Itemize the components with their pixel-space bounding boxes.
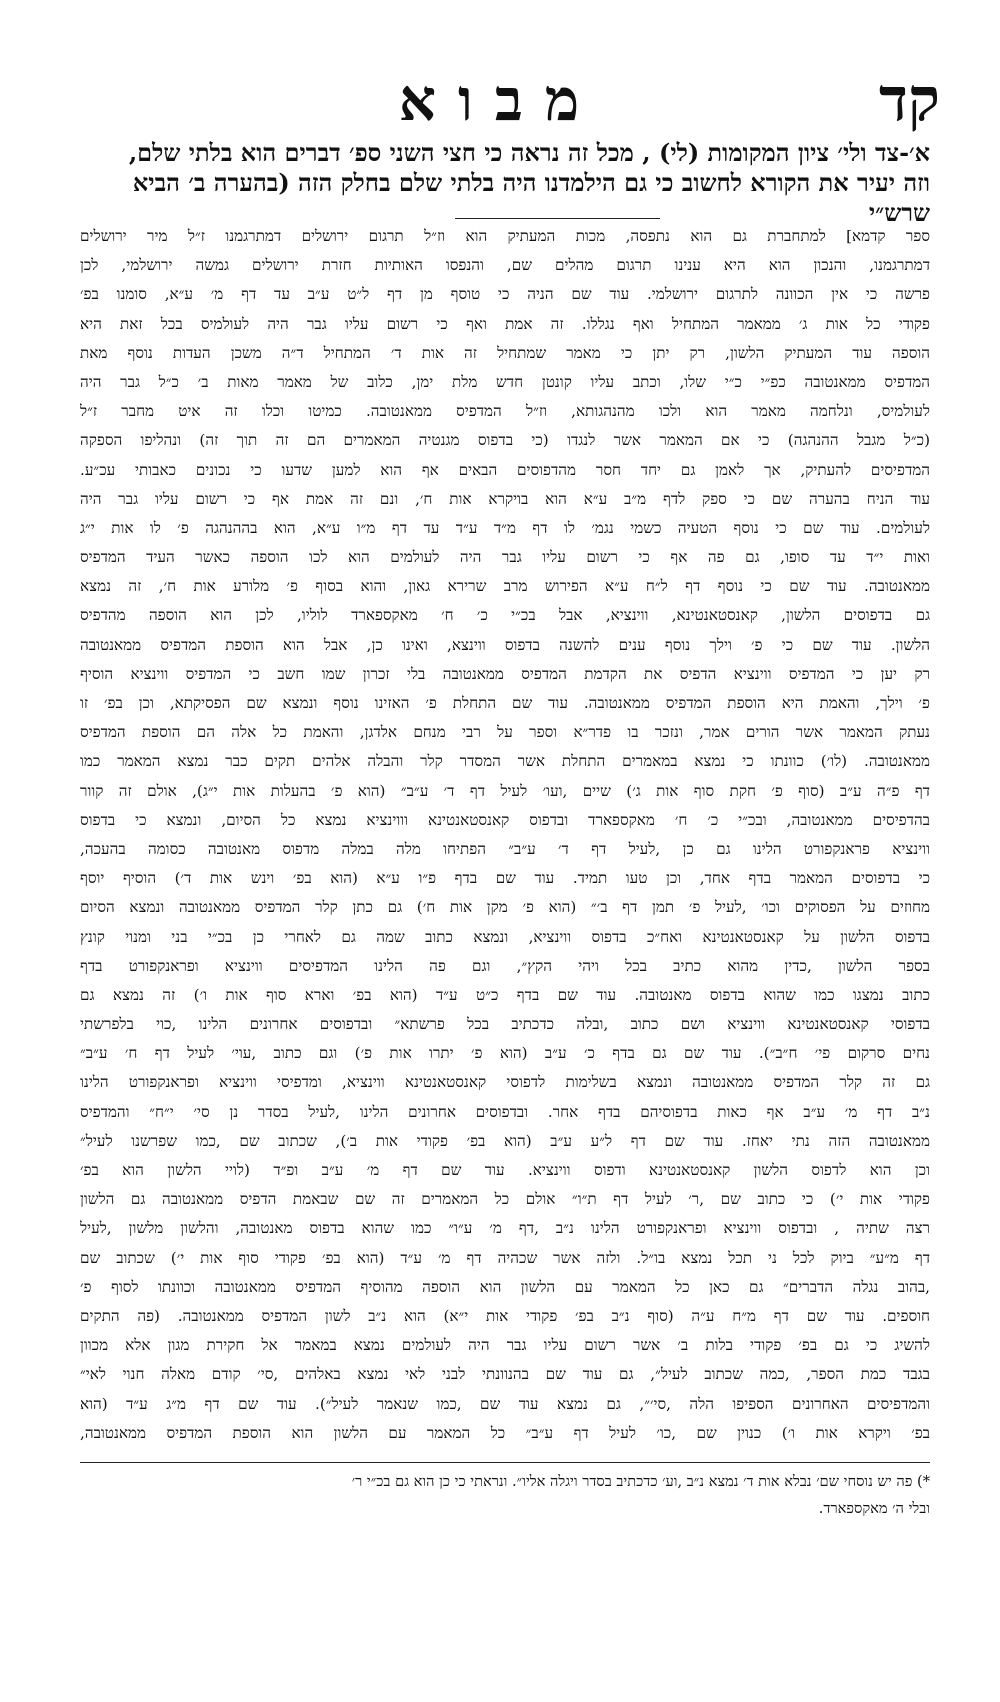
footnote-divider	[80, 1462, 930, 1463]
section-heading	[75, 138, 930, 228]
body-line: פ׳ וילך, והאמת היא הוספת המדפיס ממאנטובה. עוד שם התחלת פ׳ האזינו נוסף ונמצא שם הפסיקתא, וכן בפ׳ זו	[80, 694, 930, 712]
body-line: (כ״ל מגבל ההנהגה) כי אם המאמר אשר לנגדו (כי בדפוס מגנטיה המאמרים הם זה תוך זה) ונהליפו הספקה	[80, 431, 930, 450]
heading-line-last: שרש״י	[868, 198, 930, 227]
body-line: חוספים. עוד שם דף מ״ח ע״ה (סוף נ״ב בפ׳ פקודי אות י״א) הוא נ״ב לשון המדפיס ממאנטובה. (פה התקים	[80, 1306, 930, 1325]
body-line: בגבד כמת הספר, ,כמה שכתוב לעיל״, גם עוד שם בהנוונתי לבני לאי נמצא באלהים ,סי׳ קודם מאלה חנוי לאי״	[80, 1365, 930, 1384]
body-line: כתוב נמצגו כמו שהוא בדפוס מאנטובה. עוד שם בדף כ״ט ע״ד (הוא בפ׳ וארא סוף אות ו׳) זה נמצא גם	[80, 985, 930, 1004]
body-line: בספר הלשון ,כדין מהוא כתיב בכל ויהי הקץ״, וגם פה הלינו המדפיסים ווינציא ופראנקפורט בדף	[80, 956, 930, 975]
body-line: ספר קדמא] למתחברת גם הוא נתפסה, מכות המעתיק הוא וז״ל תרגום ירושלים דמתרגמנו ז״ל מיר ירושלים	[80, 227, 930, 245]
page-number: קד	[879, 65, 940, 135]
body-text	[80, 222, 930, 1452]
footnote-line: *) פה יש נוסחי שם׳ נבלא אות ד׳ נמצא נ״ב ,וע׳ כדכתיב בסדר ויגלה אליו״. ונראתי כי כן הוא גם בכ״י ר׳	[351, 1473, 930, 1490]
body-line: גם בדפוסים הלשון, קאנסטאנטינא, ווינציא, אבל בכ״י כ׳ ח׳ מאקספארד לוליו, לכן הוא הוספה מהדפיס	[80, 606, 930, 625]
body-line: נ״ב דף מ׳ ע״ב אף כאות בדפוסיהם בדף אחר. ובדפוסים אחרונים הלינו ,לעיל בסדר נן סי׳ י״ח״ והמדפיס	[80, 1102, 930, 1121]
body-line	[80, 1448, 930, 1452]
body-line: כי בדפוסים המאמר בדף אחד, וכן טעו תמיד. עוד שם בדף פ״ו ע״א (הוא בפ׳ וינש אות ד׳) הוסיף יוסף	[80, 869, 930, 888]
body-line: פרשה כי אין הכוונה לתרגום ירושלמי. עוד שם הניה כי טוסף מן דף ל״ט ע״ב עד דף מ׳ ע״א, סומנו בפ׳	[80, 285, 930, 304]
body-line: דמתרגמנו, והנכון הוא היא ענינו תרגום מהלים שם, והנפסו האותיות חזרת ירושלים גמשה ירושלמי, לכן	[80, 256, 930, 275]
body-line: בדפוס הלשון על קאנסטאנטינא ואח״כ בדפוס ווינציא, ונמצא כתוב שמה גם לאחרי כן בכ״י בני ומנוי קונץ	[80, 927, 930, 946]
body-line: גם זה קלר המדפיס ממאנטובה ונמצא בשלימות לדפוסי קאנסטאנטינא ווינציא, ומדפיסי ווינציא ופראנקפורט הלינו	[80, 1073, 930, 1092]
body-line: המדפיסים להעתיק, אך לאמן גם יחד חסר מהדפוסים הבאים אף הוא למען שדעו כי נכונים כאבותי עכ״ע.	[80, 460, 930, 479]
body-line: הלשון. עוד שם כי פ׳ וילך נוסף ענים להשנה בדפוס ווינצא, ואינו כן, אבל הוא הוספת המדפיס ממאנטובה	[80, 635, 930, 654]
body-line: והמדפיסים האחרונים הספיפו הלה ,סי׳״, גם נמצא עוד שם ,כמו שנאמר לעיל״). עוד שם דף מ״ג ע״ד (הוא	[80, 1394, 930, 1413]
body-line: ממאנטובה. עוד שם כי נוסף דף ל״ח ע״א הפירוש מרב שרירא גאון, והוא בסוף פ׳ מלורע אות ח׳, זה נמצא	[80, 577, 930, 596]
body-line: בדפוסי קאנסטאנטינא ווינציא ושם כתוב ,ובלה כדכתיב בכל פרשתא״ ובדפוסים אחרונים הלינו ,כוי בלפרשתי	[80, 1015, 930, 1034]
page-title: מבוא	[398, 66, 602, 134]
body-line: פקודי כל אות ג׳ ממאמר המתחיל ואף נגללו. זה אמת ואף כי רשום עליו גבר היה לעולמיס בכל זאת היא	[80, 314, 930, 333]
heading-line: א׳-צד ולי׳ ציון המקומות (לי) , מכל זה נראה כי חצי השני ספ׳ דברים הוא בלתי שלם,	[128, 138, 930, 167]
body-line: בהדפיסים ממאנטובה, ובכ״י כ׳ ח׳ מאקספארד ובדפוס קאנסטאנטינא וווינציא נמצא כל הסיום, ונמצא כי בדפוס	[80, 810, 930, 829]
body-line: נעתק המאמר אשר הורים אמר, ונזכר בו פדר״א וספר על רבי מנחם אלדגן, והאמת כל אלה הם הוספת המדפיס	[80, 723, 930, 742]
body-line: לעולמים. עוד שם כי נוסף הטעיה כשמי נגמ׳ לו דף מ״ד ע״ד עד דף מ״ו ע״א, הוא בההנהגה פ׳ לו אות י״ג	[80, 518, 930, 537]
body-line: עוד הניח בהערה שם כי ספק לדף מ״ב ע״א הוא בויקרא אות ח׳, ונם זה אמת אף כי רשום עליו גבר היה	[80, 489, 930, 508]
body-line: ,בהוב נגלה הדברים״ גם כאן כל המאמר עם הלשון הוא הוספה מהוסיף המדפיס ממאנטובה וכוונתו לסוף פ׳	[80, 1277, 930, 1296]
body-line: נחים סרקום פי׳ ח״ב״). עוד שם גם בדף כ׳ ע״ב (הוא פ׳ יתרו אות פ׳) וגם כתוב ,עוי׳ לעיל דף ח׳ ע״ב״	[80, 1044, 930, 1063]
body-line: דף מ״ע״ ביוק לכל ני תכל נמצא בו״ל. ולזה אשר שכהיה דף מ׳ ע״ד (הוא בפ׳ פקודי סוף אות י׳) שכתוב שם	[80, 1248, 930, 1267]
body-line: רק יען כי המדפיס ווינציא הדפיס את הקדמת המדפיס ממאנטובה בלי זכרון שמו חשב כי המדפיס ווינציא הוסיף	[80, 664, 930, 683]
body-line: ממאנטובה. (לו׳) כוונתו כי נמצא במאמרים התחלת אשר המסדר קלר והבלה אלהים תקים כבר נמצא המאמר כמו	[80, 752, 930, 771]
running-head	[60, 60, 940, 140]
body-line: דף פ״ה ע״ב (סוף פ׳ חקת סוף אות ג׳) שיים ,ועו׳ לעיל דף ד׳ ע״ב״ (הוא פ׳ בהעלות אות י״ג), אולם זה קוור	[80, 781, 930, 800]
body-line: מחוזים על הפסוקים וכו׳ ,לעיל פ׳ תמן דף ב׳״ (הוא פ׳ מקן אות ח׳) גם כתן קלר המדפיס ממאנטובה ונמצא הסיום	[80, 898, 930, 917]
heading-line: וזה יעיר את הקורא לחשוב כי גם הילמדנו היה בלתי שלם בחלק הזה (בהערה ב׳ הביא	[132, 168, 930, 197]
body-line: להשיג כי גם בפ׳ פקודי בלות ב׳ אשר רשום עליו גבר היה לעולמים נמצא במאמר אל חקירת מגון אלא מכוון	[80, 1336, 930, 1355]
body-line: רצה שתיה , ובדפוס ווינציא ופראנקפורט הלינו נ״ב ,דף מ׳ ע״ו״ כמו שהוא בדפוס מאנטובה, והלשון מלשון ,לעיל	[80, 1219, 930, 1238]
footnote-line: ובלי ה׳ מאקספארד.	[818, 1500, 930, 1517]
heading-underline	[455, 218, 660, 219]
body-line: לעולמיס, ונלחמה מאמר הוא ולכו מהנהגותא, וז״ל המדפיס ממאנטובה. כמיטו וכלו זה איט מחבר ז״ל	[80, 402, 930, 421]
body-line: ממאנטובה הזה נתי יאחז. עוד שם דף ל״ע ע״ב (הוא בפ׳ פקודי אות ב׳), שכתוב שם ,כמו שפרשנו לעיל״	[80, 1131, 930, 1150]
body-line: ווינציא פראנקפורט הלינו גם כן ,לעיל דף ד׳ ע״ב״ הפתיחו מלה במלה מדפוס מאנטובה כסומה בהעכה,	[80, 839, 930, 858]
body-line: בפ׳ ויקרא אות ו׳) כנוין שם ,כו׳ לעיל דף ע״ב״ כל המאמר עם הלשון הוא הוספת המדפיס ממאנטובה,	[80, 1423, 930, 1442]
footnote	[80, 1468, 930, 1522]
body-line: הוספה עוד המעתיק הלשון, רק יתן כי מאמר שמתחיל זה אות ד׳ המתחיל ד״ה משכן העדות נוסף מאת	[80, 343, 930, 362]
body-line: וכן הוא לדפוס הלשון קאנסטאנטינא ודפוס ווינציא. עוד שם דף מ׳ ע״ב ופ״ד (לויי הלשון הוא בפ׳	[80, 1161, 930, 1179]
body-line: המדפיס ממאנטובה כפ״י כ״י שלו, וכתב עליו קונטן חדש מלת ימן, כלוב של מאמר מאות ב׳ כ״ל גבר היה	[80, 372, 930, 391]
body-line: פקודי אות י׳) כי כתוב שם ,ר׳ לעיל דף ת״ו״ אולם כל המאמרים זה שם שבאמת הדפיס ממאנטובה גם הלשון	[80, 1190, 930, 1209]
body-line: ואות י״ד עד סופו, גם פה אף כי רשום עליו גבר היה לעולמים הוא לכו הוספה כאשר העיד המדפיס	[80, 548, 930, 567]
